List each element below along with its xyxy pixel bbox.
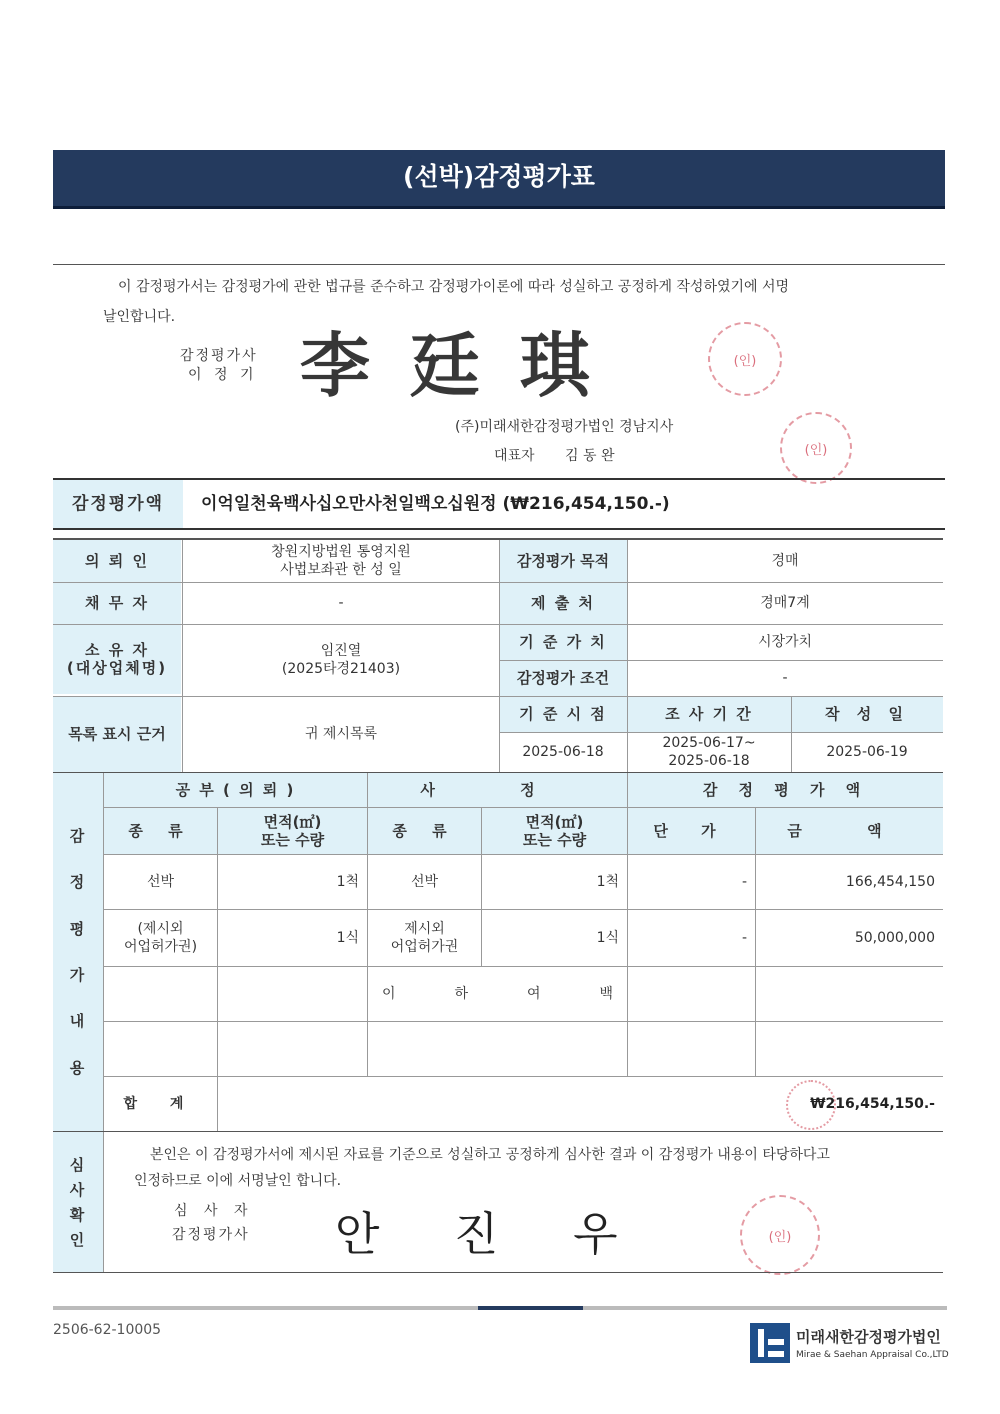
- row2-pub-type-line1: (제시외: [137, 921, 184, 937]
- debtor-value: -: [338, 595, 344, 611]
- footer-company-ko: 미래새한감정평가법인: [796, 1328, 941, 1346]
- divider: [53, 264, 945, 265]
- row1-pub-qty: 1척: [336, 874, 359, 890]
- col-area-line2: 또는 수량: [260, 831, 325, 849]
- side-char: 내: [69, 1012, 87, 1031]
- sum-value: ₩216,454,150.-: [810, 1096, 935, 1112]
- blank-word: 백: [599, 986, 613, 1002]
- appraiser-role: 감정평가사: [180, 348, 258, 364]
- blank-word: 하: [454, 986, 469, 1002]
- row2-act-qty: 1식: [596, 930, 619, 946]
- debtor-label: 채 무 자: [53, 582, 181, 624]
- row2-total: 50,000,000: [854, 930, 935, 946]
- purpose-value: 경매: [771, 553, 799, 569]
- page-title: (선박)감정평가표: [53, 150, 945, 209]
- client-label: 의 뢰 인: [53, 540, 181, 582]
- content-side-label: [53, 773, 103, 1131]
- document-number: 2506-62-10005: [53, 1322, 162, 1338]
- owner-line2: (2025타경21403): [281, 661, 401, 677]
- appraiser-signature: 李廷琪: [300, 324, 630, 407]
- survey-line1: 2025-06-17~: [662, 735, 756, 751]
- appraiser-seal: (인): [708, 322, 782, 396]
- footer-divider: [53, 1306, 947, 1310]
- declaration-line1: 이 감정평가서는 감정평가에 관한 법규를 준수하고 감정평가이론에 따라 성실하고 공정하게 작성하였기에 서명: [118, 279, 790, 295]
- group-actual: 사 정: [368, 773, 627, 807]
- client-value: [183, 540, 499, 582]
- row1-total: 166,454,150: [845, 874, 935, 890]
- company-seal: (인): [780, 412, 852, 484]
- amount-label: 감정평가액: [53, 480, 183, 528]
- sum-label: 합 계: [123, 1096, 198, 1112]
- review-line2: 인정하므로 이에 서명날인 합니다.: [134, 1173, 342, 1189]
- col-area-line1: 면적(㎡): [525, 813, 584, 831]
- list-value: 귀 제시목록: [304, 726, 378, 742]
- side-char: 확: [69, 1205, 87, 1224]
- client-line1: 창원지방법원 통영지원: [271, 544, 411, 560]
- group-public: 공 부 ( 의 뢰 ): [104, 773, 367, 807]
- appraiser-name: 이 정 기: [188, 367, 258, 383]
- row2-pub-qty: 1식: [336, 930, 359, 946]
- side-char: 감: [69, 827, 87, 846]
- reviewer-signature: 안 진 우: [335, 1207, 618, 1261]
- date-value: 2025-06-18: [522, 744, 604, 760]
- footer-company-en: Mirae & Saehan Appraisal Co.,LTD: [796, 1350, 949, 1360]
- group-amount: 감 정 평 가 액: [628, 773, 943, 807]
- side-char: 사: [69, 1180, 87, 1199]
- row2-unit: -: [741, 930, 747, 946]
- blank-word: 여: [526, 986, 541, 1002]
- col-unit-price: 단 가: [628, 808, 755, 854]
- condition-value: -: [782, 670, 788, 686]
- side-char: 심: [69, 1155, 87, 1174]
- review-side-label: [53, 1132, 103, 1272]
- owner-value: [183, 624, 499, 696]
- row1-unit: -: [741, 874, 747, 890]
- col-pub-type: 종 류: [104, 808, 217, 854]
- row2-pub-type: [104, 910, 217, 966]
- row2-act-type-line1: 제시외: [404, 921, 445, 937]
- col-area-line2: 또는 수량: [522, 831, 587, 849]
- owner-label-line1: 소 유 자: [85, 641, 149, 659]
- owner-line1: 임진열: [320, 643, 362, 659]
- side-char: 가: [69, 966, 87, 985]
- side-char: 정: [69, 873, 87, 892]
- reviewer-role2: 감정평가사: [172, 1227, 250, 1243]
- col-act-type: 종 류: [368, 808, 481, 854]
- written-label: 작 성 일: [791, 696, 943, 732]
- survey-line2: 2025-06-18: [668, 753, 750, 769]
- side-char: 평: [69, 919, 87, 938]
- purpose-label: 감정평가 목적: [499, 540, 627, 582]
- amount-value: 이억일천육백사십오만사천일백오십원정 (₩216,454,150.-): [201, 494, 670, 514]
- company-name: (주)미래새한감정평가법인 경남지사: [455, 419, 674, 435]
- date-label: 기 준 시 점: [499, 696, 627, 732]
- condition-label: 감정평가 조건: [499, 660, 627, 696]
- row1-pub-type: 선박: [146, 874, 175, 890]
- submit-value: 경매7계: [760, 595, 810, 611]
- representative-label: 대표자: [494, 448, 535, 464]
- row2-act-type-line2: 어업허가권: [390, 939, 459, 955]
- blank-marker: [368, 967, 627, 1021]
- col-area-line1: 면적(㎡): [263, 813, 322, 831]
- side-char: 용: [69, 1058, 87, 1077]
- survey-value: [627, 732, 791, 772]
- submit-label: 제 출 처: [499, 582, 627, 624]
- company-logo-icon: [750, 1323, 790, 1363]
- row1-act-type: 선박: [410, 874, 439, 890]
- declaration-line2: 날인합니다.: [103, 309, 176, 325]
- col-pub-area: [218, 808, 367, 854]
- col-total: 금 액: [756, 808, 943, 854]
- list-label: 목록 표시 근거: [53, 696, 181, 772]
- col-act-area: [482, 808, 627, 854]
- review-line1: 본인은 이 감정평가서에 제시된 자료를 기준으로 성실하고 공정하게 심사한 결과 이 감정평가 내용이 타당하다고: [150, 1147, 830, 1163]
- owner-label-line2: (대상업체명): [66, 659, 168, 677]
- representative-name: 김 동 완: [565, 448, 615, 464]
- blank-word: 이: [382, 986, 396, 1002]
- side-char: 인: [69, 1230, 87, 1249]
- reviewer-role1: 심 사 자: [174, 1203, 254, 1219]
- row2-act-type: [368, 910, 481, 966]
- survey-label: 조 사 기 간: [627, 696, 791, 732]
- written-value: 2025-06-19: [826, 744, 908, 760]
- row1-act-qty: 1척: [596, 874, 619, 890]
- basis-value: 시장가치: [757, 634, 813, 650]
- reviewer-seal: (인): [740, 1195, 820, 1275]
- client-line2: 사법보좌관 한 성 일: [280, 562, 402, 578]
- basis-value-label: 기 준 가 치: [499, 624, 627, 660]
- row2-pub-type-line2: 어업허가권): [123, 939, 198, 955]
- owner-label: [53, 624, 181, 694]
